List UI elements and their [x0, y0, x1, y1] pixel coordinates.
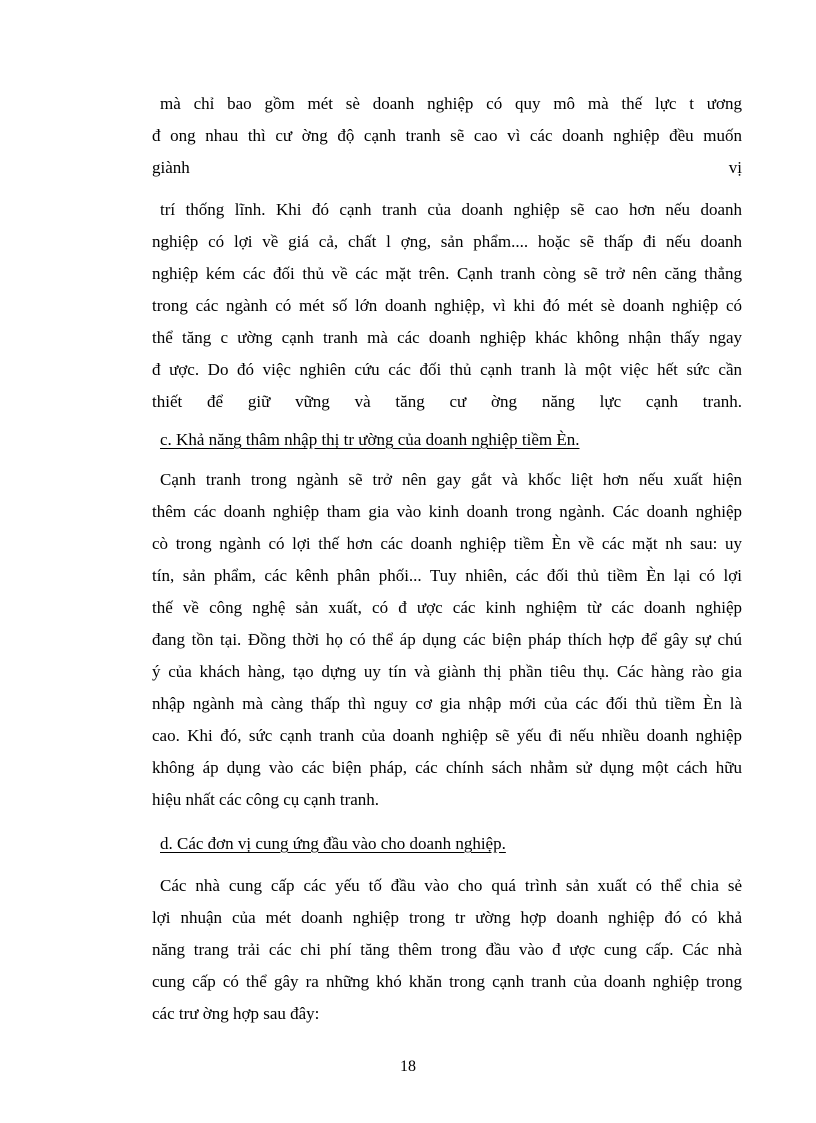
body-text-line: trí thống lĩnh. Khi đó cạnh tranh của doanh nghiệp sẽ cao hơn nếu doanh	[160, 200, 742, 219]
body-text-line: giành	[152, 158, 190, 177]
body-text-line: vị	[728, 158, 742, 177]
body-text-line: Cạnh tranh trong ngành sẽ trở nên gay gắt và khốc liệt hơn nếu xuất hiện	[160, 470, 742, 489]
section-heading-d: d. Các đơn vị cung ứng đầu vào cho doanh nghiệp.	[160, 834, 506, 853]
body-text-line: các trư ờng hợp sau đây:	[152, 1004, 320, 1023]
body-text-line: lợi nhuận của mét doanh nghiệp trong tr ường hợp doanh nghiệp đó có khả	[152, 908, 742, 927]
body-text-line: ý của khách hàng, tạo dựng uy tín và giành thị phần tiêu thụ. Các hàng rào gia	[152, 662, 742, 681]
body-text-line: năng trang trải các chi phí tăng thêm trong đầu vào đ ược cung cấp. Các nhà	[152, 940, 742, 959]
body-text-line: đ ong nhau thì cư ờng độ cạnh tranh sẽ cao vì các doanh nghiệp đều muốn	[152, 126, 742, 145]
body-text-line: Các nhà cung cấp các yếu tố đầu vào cho quá trình sản xuất có thể chia sẻ	[160, 876, 742, 895]
page-number: 18	[400, 1058, 416, 1075]
body-text-line: nghiệp có lợi về giá cả, chất l ợng, sản phẩm.... hoặc sẽ thấp đi nếu doanh	[152, 232, 742, 251]
body-text-line: nhập ngành mà càng thấp thì nguy cơ gia nhập mới của các đối thủ tiềm Èn là	[152, 694, 742, 713]
body-text-line: cung cấp có thể gây ra những khó khăn trong cạnh tranh của doanh nghiệp trong	[152, 972, 742, 991]
body-text-line: trong các ngành có mét số lớn doanh nghiệp, vì khi đó mét sè doanh nghiệp có	[152, 296, 742, 315]
body-text-line: đ ược. Do đó việc nghiên cứu các đối thủ cạnh tranh là một việc hết sức cần	[152, 360, 742, 379]
body-text-line: hiệu nhất các công cụ cạnh tranh.	[152, 790, 380, 809]
body-text-line: thiết để giữ vững và tăng cư ờng năng lực cạnh tranh.	[152, 392, 742, 411]
body-text-line: cao. Khi đó, sức cạnh tranh của doanh nghiệp sẽ yếu đi nếu nhiều doanh nghiệp	[152, 726, 742, 745]
body-text-line: đang tồn tại. Đồng thời họ có thể áp dụng các biện pháp thích hợp để gây sự chú	[152, 630, 742, 649]
body-text-line: tín, sản phẩm, các kênh phân phối... Tuy nhiên, các đối thủ tiềm Èn lại có lợi	[152, 566, 742, 585]
body-text-line: nghiệp kém các đối thủ về các mặt trên. Cạnh tranh còng sẽ trở nên căng thẳng	[152, 264, 742, 283]
body-text-line: thể tăng c ường cạnh tranh mà các doanh nghiệp khác không nhận thấy ngay	[152, 328, 742, 347]
body-text-line: cò trong ngành có lợi thế hơn các doanh nghiệp tiềm Èn về các mặt nh sau: uy	[152, 534, 742, 553]
body-text-line: thế về công nghệ sản xuất, có đ ược các kinh nghiệm từ các doanh nghiệp	[152, 598, 742, 617]
body-text-line: mà chỉ bao gồm mét sè doanh nghiệp có quy mô mà thế lực t ương	[160, 94, 742, 113]
body-text-line: thêm các doanh nghiệp tham gia vào kinh doanh trong ngành. Các doanh nghiệp	[152, 502, 742, 521]
section-heading-c: c. Khả năng thâm nhập thị tr ường của doanh nghiệp tiềm Èn.	[160, 430, 580, 449]
body-text-line: không áp dụng vào các biện pháp, các chính sách nhằm sử dụng một cách hữu	[152, 758, 742, 777]
